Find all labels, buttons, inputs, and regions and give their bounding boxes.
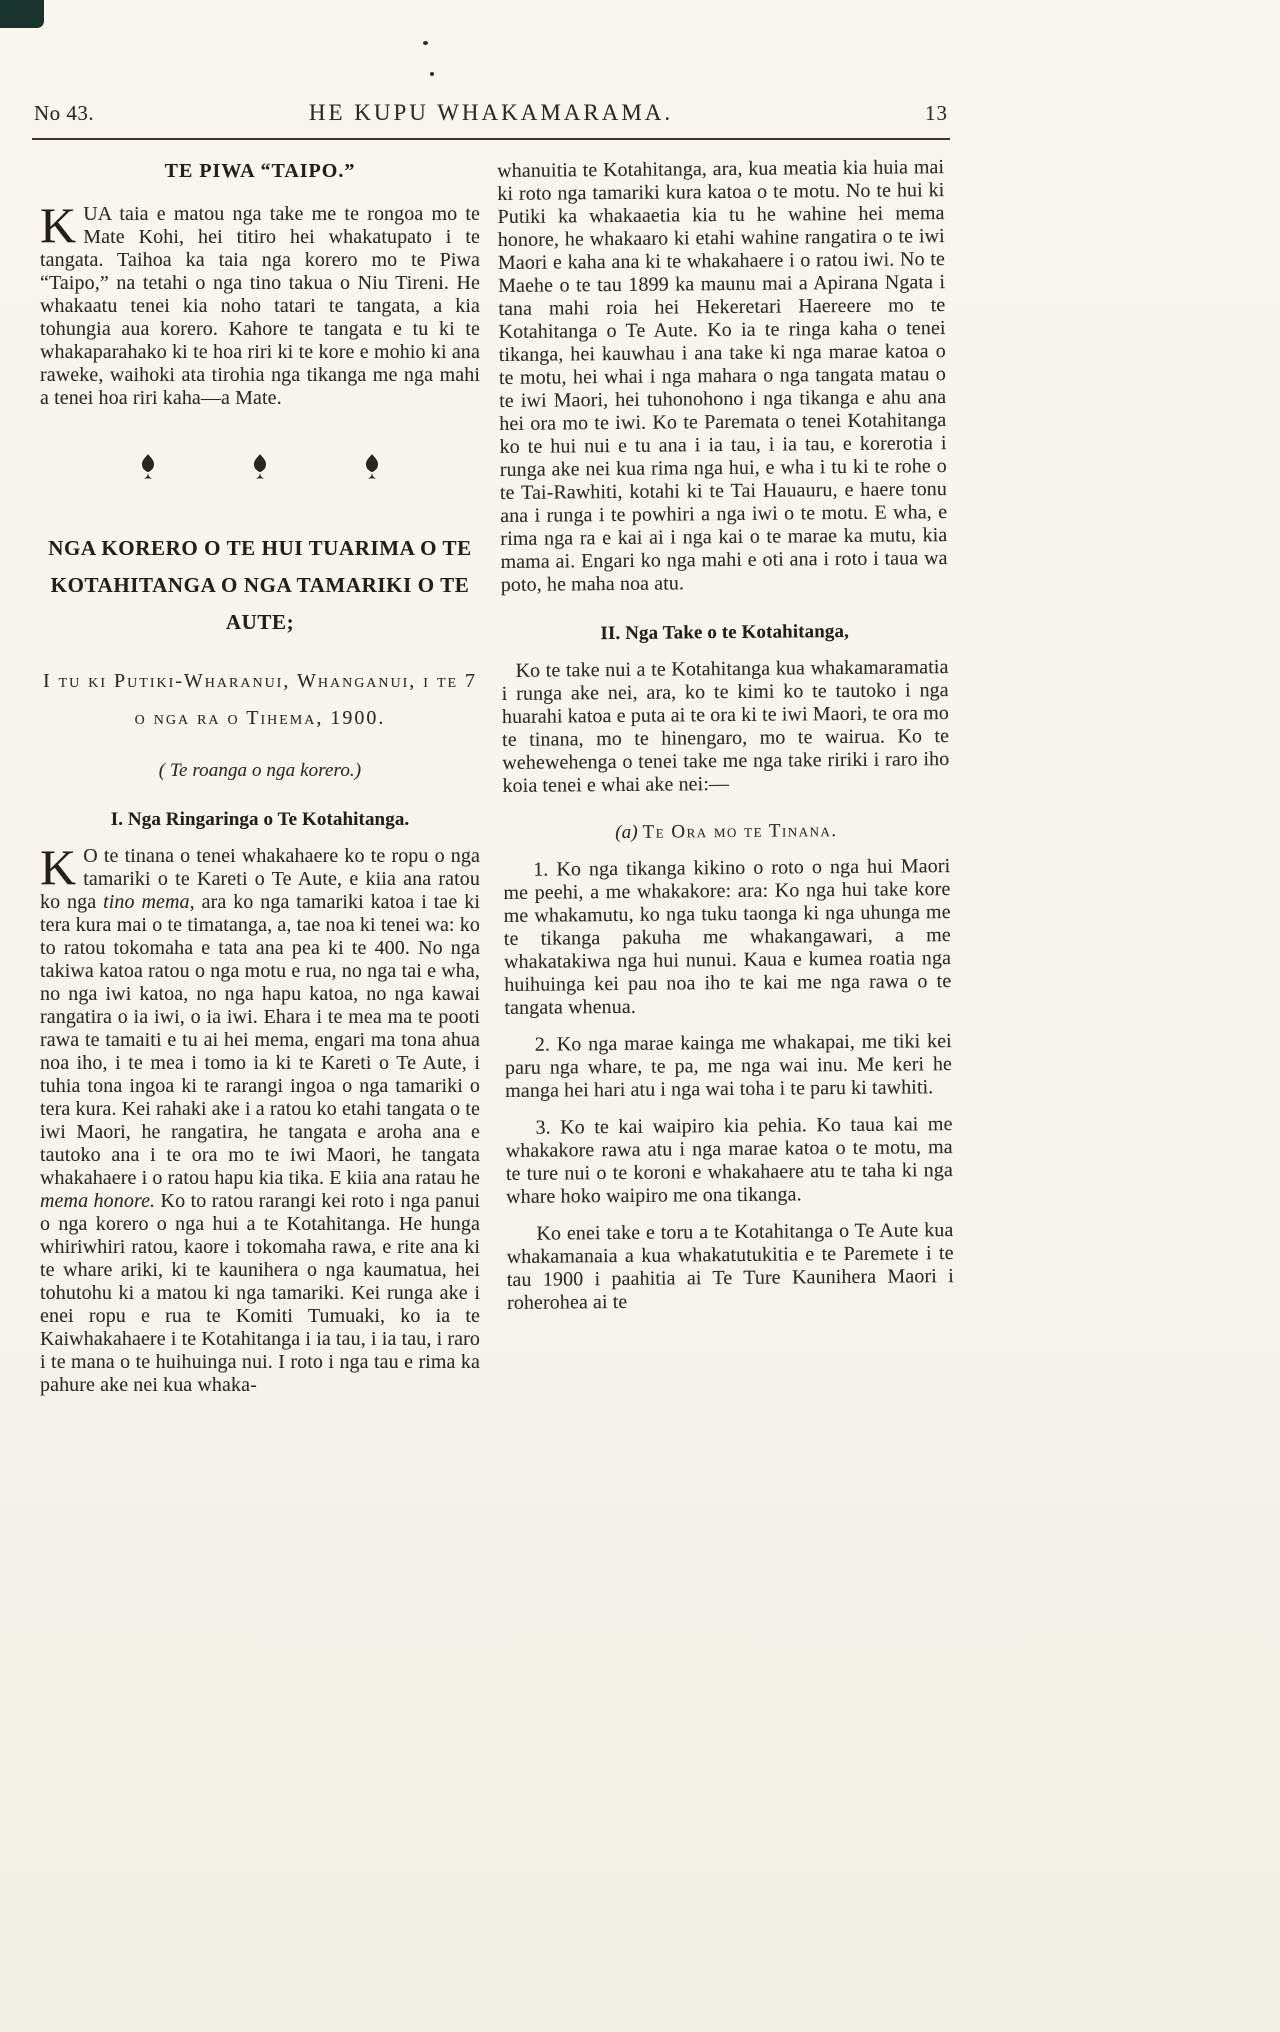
list-item-paragraph: 3. Ko te kai waipiro kia pehia. Ko taua kai me whakakore rawa atu i nga marae katoa o te motu, ma te ture nui o te koroni e whakahaere atu te taha ki nga whare hoko waipiro me ona tikanga. [505,1113,953,1208]
header-rule [32,138,950,140]
paragraph: Ko te take nui a te Kotahitanga kua whakamaramatia i runga ake nei, ara, ko te kimi ko te tautoko i nga huarahi katoa e puta ai te ora ki te iwi Maori, te ora mo te tinana, mo te hinengaro, mo te wairua. Ko te wehewehenga o tenei take me nga take ririki i raro iho koia tenei e whai ake nei:— [501,656,950,797]
subsection-letter: (a) [615,821,638,843]
paragraph-text-italic: tino mema [103,891,190,913]
subsection-heading-a [503,818,950,845]
page-header [34,100,948,126]
scan-corner-artifact [0,0,44,28]
continuation-note: ( Te roanga o nga korero.) [158,760,362,781]
fleuron-icon [248,452,272,488]
paragraph [40,197,480,410]
paragraph-continuation: whanuitia te Kotahitanga, ara, kua meatia kia huia mai ki roto nga tamariki kura katoa o te motu. No te hui ki Putiki ka whakaaetia kia tu he wahine hei mema honore, he whakaaro ki etahi wahine rangatira o te iwi Maori e kaha ana ki te whakahaere i o ratou iwi. No te Maehe o te tau 1899 ka maunu mai a Apirana Ngata i tana mahi roia hei Hekeretari Haereere mo te Kotahitanga o Te Aute. Ko ia te ringa kaha o tenei tikanga, hei kauwhau i ana take ki nga marae katoa o te motu, hei whai i nga mahara o nga tangata matau o te iwi Maori, hei tuhonohono i nga tikanga e ahu ana hei ora mo te iwi. Ko te Paremata o tenei Kotahitanga ko te hui nui e tu ana i ia tau, i ia tau, e korerotia i runga ake nei kua rima nga hui, e wha i tu ki te rohe o te Tai-Rawhiti, kotahi ki te Tai Hauauru, e haere tonu ana i runga i te powhiri a nga iwi o te motu. E wha, e rima nga ra e kai ai i nga kai o te marae ka mutu, kia mama ai. Engari ko nga mahi e oti ana i roto i taua wa poto, he maha noa atu. [497,156,948,596]
section-heading-1: I. Nga Ringaringa o Te Kotahitanga. [110,809,410,830]
paragraph-text-italic: mema honore. [40,1190,156,1212]
paragraph-text: UA taia e matou nga take me te rongoa mo te Mate Kohi, hei titiro hei whakatupato i te tangata. Taihoa ka taia nga korero mo te Piwa “Taipo,” na tetahi o nga tino takua o Niu Tireni. He whakaatu tenei kia noho tatari te tangata, a kia tohungia aua korero. Kahore te tangata e tu ki te whakaparahako ki te hoa riri ki te kore e mohio ki ana raweke, waihoki ata tirohia nga tikanga me nga mahi a tenei hoa riri kaha—a Mate. [40,203,480,409]
left-column [40,152,480,1397]
section-heading-2: II. Nga Take o te Kotahitanga, [600,620,850,645]
list-item-paragraph: 1. Ko nga tikanga kikino o roto o nga hui Maori me peehi, a me whakakore: ara: Ko nga hui take kore me whakamutu, ko nga tuku taonga ki nga uhunga me te tikanga pakuha me whakangawari, a me whakatakiwa nga hui nunui. Kaua e kumea roatia nga huihuinga kei pau noa iho te kai me nga rawa o te tangata whenua. [503,855,952,1019]
fleuron-icon [136,452,160,488]
article-subheading: I tu ki Putiki-Wharanui, Whanganui, i te 7 o nga ra o Tihema, 1900. [42,670,478,729]
ornament-row [40,452,480,488]
paragraph-text: Ko to ratou rarangi kei roto i nga panui o nga korero o nga hui a te Kotahitanga. He hunga whiriwhiri ratou, kaore i tokomaha rawa, e rite ana ki te whare ariki, ki te kaunihera o nga kaumatua, hei tohutohu ki a matou ki nga tamariki. Kei runga ake i enei ropu e rua te Komiti Tumuaki, ko ia te Kaiwhakahaere i te Kotahitanga i ia tau, i ia tau, i raro i te mana o te huihuinga nui. I roto i nga tau e rima ka pahure ake nei kua whaka- [40,1190,481,1396]
subsection-title: Te Ora mo te Tinana. [642,820,838,843]
issue-number: No 43. [34,101,95,125]
drop-cap: K [40,839,77,895]
paragraph [40,839,481,1397]
scan-speck [423,41,428,45]
masthead-title: HE KUPU WHAKAMARAMA. [308,100,674,125]
paragraph-text: O te tinana o tenei whakahaere ko te ropu o nga tamariki o te Kareti o Te Aute, e kiia ana ratou ko nga [40,845,480,913]
fleuron-icon [360,452,384,488]
page-number: 13 [925,101,948,125]
article-heading: NGA KORERO O TE HUI TUARIMA O TE KOTAHITANGA O NGA TAMARIKI O TE AUTE; [48,536,472,634]
paragraph-text: , ara ko nga tamariki katoa i tae ki tera kura mai o te timatanga, a, tae noa ki tenei wa: ko to ratou tokomaha e tata ana pea ki te 400. No nga takiwa katoa ratou o nga motu e rua, no nga tai e wha, no nga iwi katoa, no nga hapu katoa, no nga kawai rangatira o ia iwi, o ia iwi. Ehara i te mea ma te pooti rawa te tamaiti e tu ai hei mema, engari ma tona ahua noa iho, i te mea i tomo ia ki te Kareti o Te Aute, i tuhia tona ingoa ki te rarangi ingoa o nga tamariki o tera kura. Kei rahaki ake i a ratou ko etahi tangata o te iwi Maori, he rangatira, he tangata e aroha ana e tautoko ana i te ora mo te iwi Maori, he tangata whakahaere i o ratou hapu kia tika. E kiia ana ratau he [40,891,481,1189]
list-item-paragraph: 2. Ko nga marae kainga me whakapai, me tiki kei paru nga whare, te pa, me nga wai inu. Me keri he manga hei hari atu i nga wai toha i te paru ki tawhiti. [504,1030,953,1102]
drop-cap: K [40,197,77,253]
right-column [497,148,954,1315]
closing-paragraph: Ko enei take e toru a te Kotahitanga o Te Aute kua whakamanaia a kua whakatutukitia e te Paremete i te tau 1900 i paahitia ai Te Ture Kaunihera Maori i roherohea ai te [506,1219,954,1314]
scan-speck [430,72,434,76]
article-title: TE PIWA “TAIPO.” [164,160,356,182]
